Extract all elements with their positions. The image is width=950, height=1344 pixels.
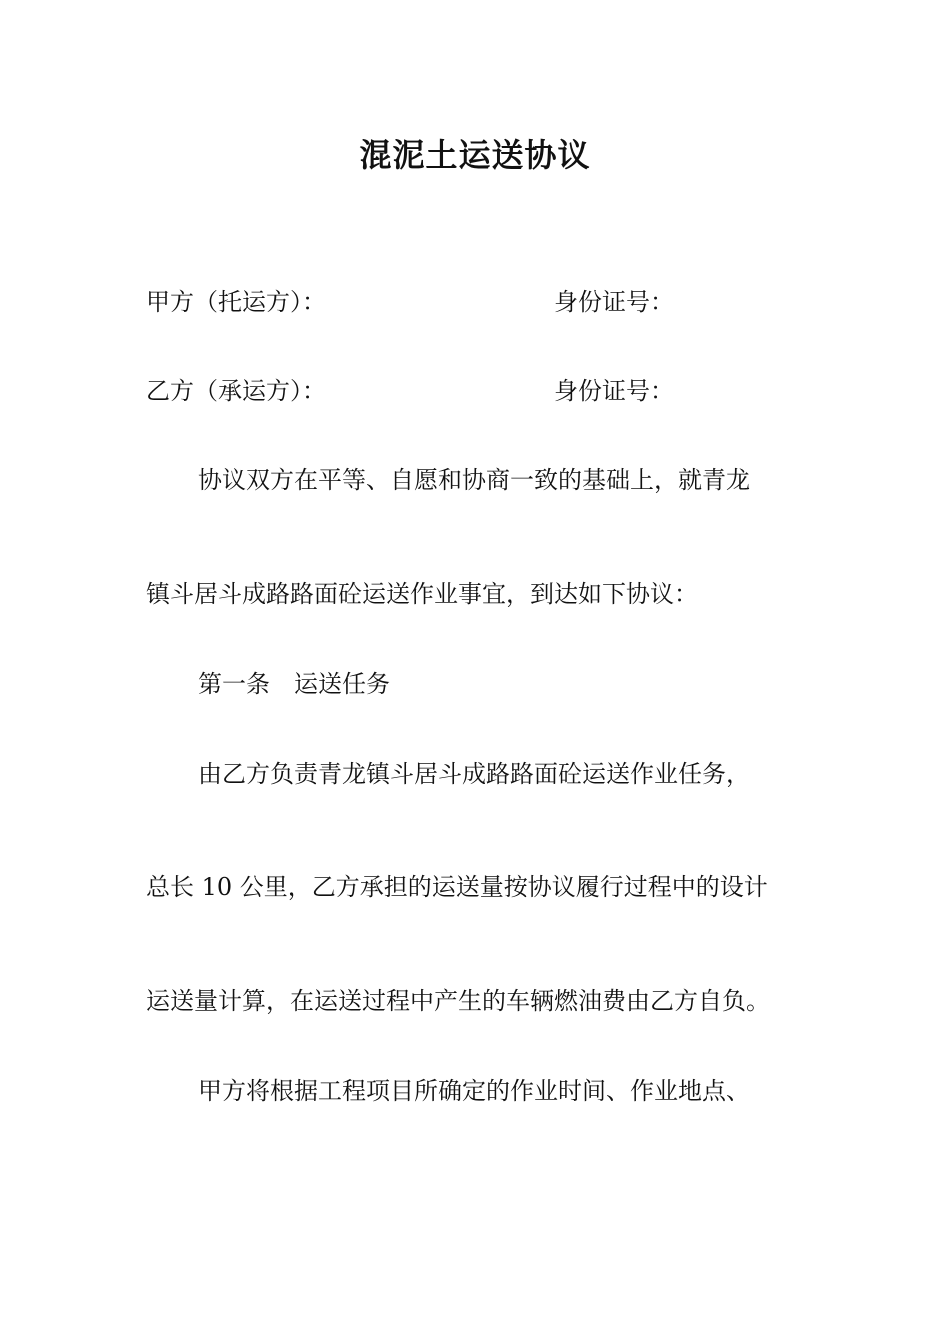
party-a-id-label: 身份证号： [554,288,674,316]
document-title: 混泥土运送协议 [359,136,591,174]
article-1-heading-line [198,670,390,699]
para1-line-3: 运送量计算，在运送过程中产生的车辆燃油费由乙方自负。 [146,987,770,1015]
article-1-number: 第一条 [198,670,270,698]
para1-line-1: 由乙方负责青龙镇斗居斗成路路面砼运送作业任务， [198,760,750,788]
party-b-label: 乙方（承运方）： [146,377,326,405]
party-b-id-label: 身份证号： [554,377,674,405]
intro-line-1: 协议双方在平等、自愿和协商一致的基础上，就青龙 [198,466,750,494]
article-1-heading: 运送任务 [294,670,390,698]
para2-line-1: 甲方将根据工程项目所确定的作业时间、作业地点、 [198,1077,750,1105]
intro-line-2: 镇斗居斗成路路面砼运送作业事宜，到达如下协议： [146,580,698,608]
party-a-label: 甲方（托运方）： [146,288,326,316]
para1-line-2: 总长 10 公里，乙方承担的运送量按协议履行过程中的设计 [146,873,768,901]
